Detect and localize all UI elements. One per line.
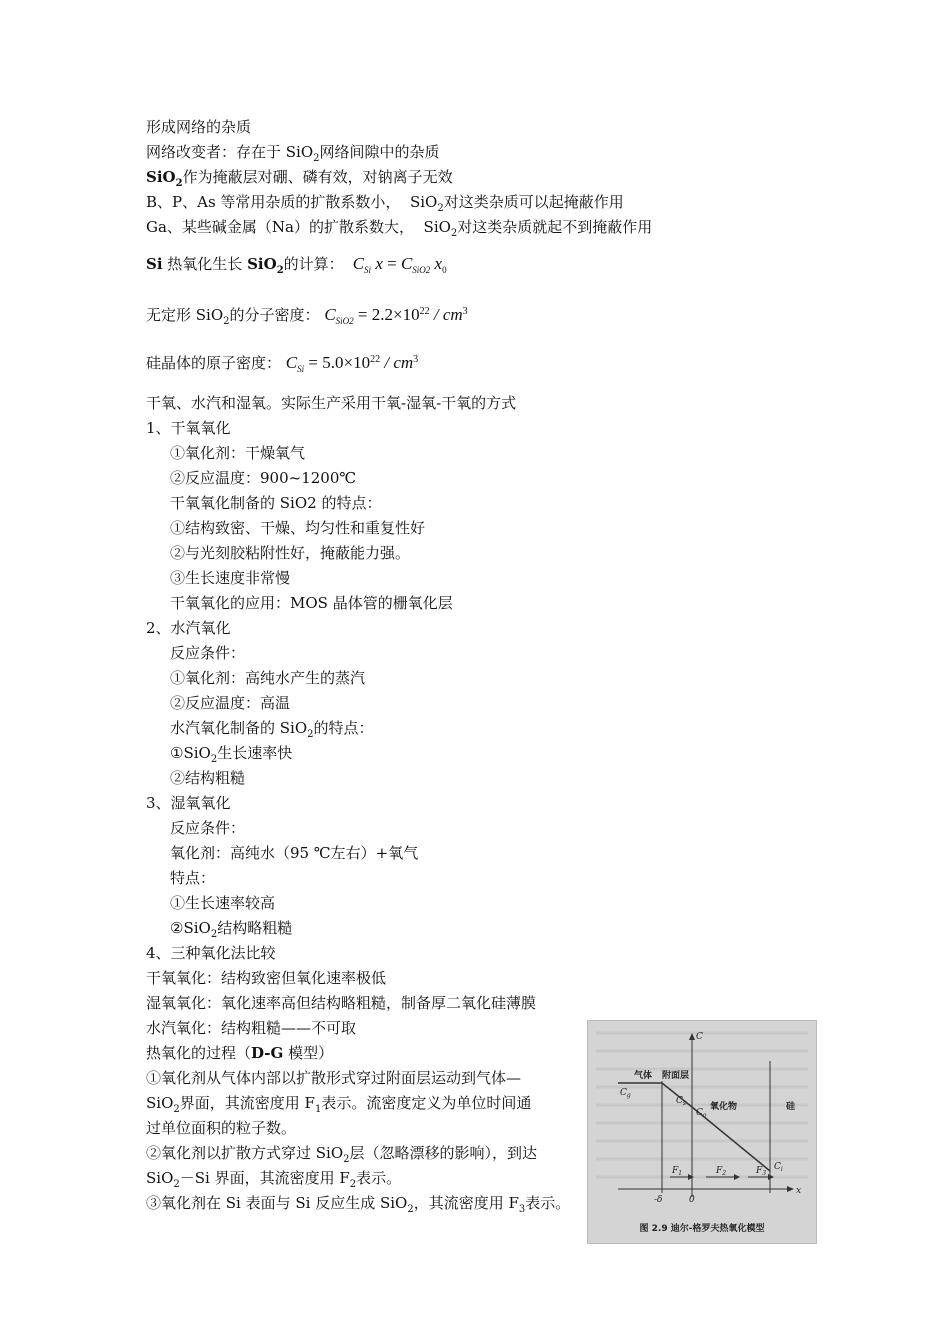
ci-label: $C_i$ xyxy=(774,1162,783,1173)
f2-label: $F_2$ xyxy=(716,1166,727,1177)
section-heading: 2、水汽氧化 xyxy=(146,619,231,637)
text-line: ①氧化剂：高纯水产生的蒸汽 xyxy=(170,669,366,687)
text-line: SiO$_2$作为掩蔽层对硼、磷有效，对钠离子无效 xyxy=(146,168,453,189)
x-axis-label: x xyxy=(796,1186,802,1196)
text-line: 水汽氧化：结构粗糙——不可取 xyxy=(146,1019,357,1037)
text-line: Ga、某些碱金属（Na）的扩散系数大， SiO$_2$对这类杂质就起不到掩蔽作用 xyxy=(146,218,653,239)
figure-caption: 图 2.9 迪尔-格罗夫热氧化模型 xyxy=(639,1224,765,1234)
text-line: Si 热氧化生长 SiO$_2$的计算： $C_{Si}$ $x = C_{SiO2}$ $x_0$ xyxy=(146,254,447,276)
text-line: ②氧化剂以扩散方式穿过 SiO$_2$层（忽略漂移的影响），到达 xyxy=(146,1144,538,1165)
text-line: SiO$_2$界面，其流密度用 $F_1$表示。流密度定义为单位时间通 xyxy=(146,1094,532,1115)
zero-label: 0 xyxy=(689,1195,695,1205)
formula-si-density: $C_{Si} = 5.0\times 10^{22} / cm^3$ xyxy=(285,353,419,374)
text-line: ①结构致密、干燥、均匀性和重复性好 xyxy=(170,519,426,537)
text-line: ②反应温度：高温 xyxy=(170,694,291,712)
text-line: 过单位面积的粒子数。 xyxy=(146,1119,297,1137)
text-line: 反应条件： xyxy=(170,819,246,837)
co-label: $C_o$ xyxy=(696,1108,707,1119)
minus-delta-label: -δ xyxy=(654,1195,663,1205)
text-line: 干氧、水汽和湿氧。实际生产采用干氧-湿氧-干氧的方式 xyxy=(146,394,517,412)
text-line: ①SiO$_2$生长速率快 xyxy=(170,744,293,765)
text-line: 特点： xyxy=(170,869,216,887)
formula-oxide-growth: $C_{Si}$ $x = C_{SiO2}$ $x_0$ xyxy=(352,254,447,275)
f3-label: $F_3$ xyxy=(756,1166,767,1177)
formula-sio2-density: $C_{SiO2} = 2.2\times 10^{22} / cm^3$ xyxy=(324,305,468,326)
gas-label: 气体 xyxy=(634,1071,653,1081)
cg-label: $C_g$ xyxy=(620,1088,631,1099)
text-line: SiO$_2$－Si 界面，其流密度用 $F_2$表示。 xyxy=(146,1169,402,1190)
text-line: B、P、As 等常用杂质的扩散系数小， SiO$_2$对这类杂质可以起掩蔽作用 xyxy=(146,193,624,214)
text-line: 形成网络的杂质 xyxy=(146,118,252,136)
text-line: 干氧氧化制备的 SiO2 的特点： xyxy=(170,494,382,512)
text-line: 水汽氧化制备的 SiO$_2$的特点： xyxy=(170,719,374,740)
boundary-layer-label: 附面层 xyxy=(662,1071,690,1081)
text-line: ②结构粗糙 xyxy=(170,769,246,787)
text-line: ③生长速度非常慢 xyxy=(170,569,291,587)
deal-grove-diagram xyxy=(588,1021,816,1243)
section-heading: 1、干氧氧化 xyxy=(146,419,231,437)
oxide-label: 氧化物 xyxy=(710,1102,738,1112)
section-heading: 3、湿氧氧化 xyxy=(146,794,231,812)
text-line: ②SiO$_2$结构略粗糙 xyxy=(170,919,293,940)
text-line: 氧化剂：高纯水（95 ℃左右）+氧气 xyxy=(170,844,419,862)
silicon-label: 硅 xyxy=(786,1102,796,1112)
text-line: 湿氧氧化：氧化速率高但结构略粗糙，制备厚二氧化硅薄膜 xyxy=(146,994,537,1012)
text-line: ②与光刻胶粘附性好，掩蔽能力强。 xyxy=(170,544,411,562)
text-line: 硅晶体的原子密度： $C_{Si} = 5.0\times 10^{22} / cm^3$ xyxy=(146,353,419,374)
text-line: 反应条件： xyxy=(170,644,246,662)
f1-label: $F_1$ xyxy=(672,1166,683,1177)
text-line: ③氧化剂在 Si 表面与 Si 反应生成 SiO$_2$，其流密度用 $F_3$表示。 xyxy=(146,1194,571,1215)
cs-label: $C_s$ xyxy=(676,1096,686,1107)
section-heading: 4、三种氧化法比较 xyxy=(146,944,276,962)
text-line: ①氧化剂从气体内部以扩散形式穿过附面层运动到气体— xyxy=(146,1069,522,1087)
text-line: ①氧化剂：干燥氧气 xyxy=(170,444,306,462)
text-line: 网络改变者：存在于 SiO$_2$网络间隙中的杂质 xyxy=(146,143,440,164)
text-line: ①生长速率较高 xyxy=(170,894,276,912)
deal-grove-model-figure xyxy=(587,1020,817,1244)
text-line: 无定形 SiO$_2$的分子密度： $C_{SiO2} = 2.2\times 10^{22} / cm^3$ xyxy=(146,305,468,327)
text-line: 干氧氧化的应用：MOS 晶体管的栅氧化层 xyxy=(170,594,453,612)
text-line: 热氧化的过程（D-G 模型） xyxy=(146,1044,334,1062)
c-axis-label: C xyxy=(696,1032,703,1042)
text-line: ②反应温度：900~1200℃ xyxy=(170,469,357,487)
text-line: 干氧氧化：结构致密但氧化速率极低 xyxy=(146,969,387,987)
